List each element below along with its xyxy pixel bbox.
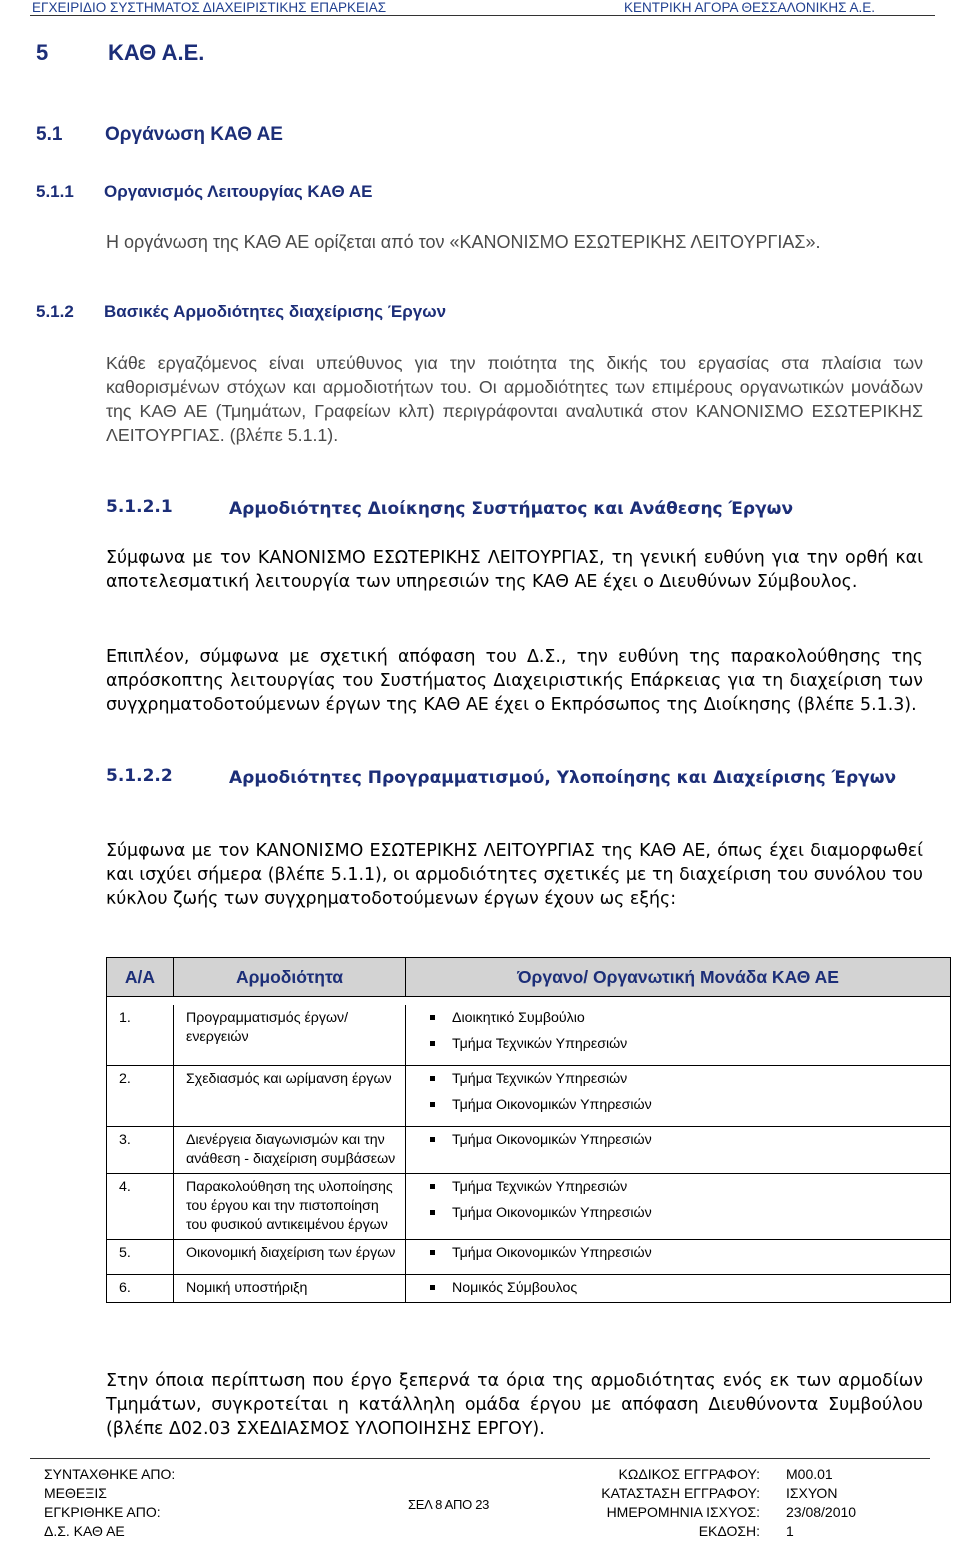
section-title: Οργανισμός Λειτουργίας ΚΑΘ ΑΕ xyxy=(104,182,373,201)
bullet-icon xyxy=(430,1250,435,1255)
footer-labels xyxy=(560,1465,760,1541)
section-5-1-2-1-paragraph-2: Επιπλέον, σύμφωνα με σχετική απόφαση του Δ.Σ., την ευθύνη της παρακολούθησης της απρόσκοπτης λειτουργίας του Συστήματος Διαχειριστικής Επάρκειας για τη διαχείριση των συγχρηματοδοτούμενων έργων της ΚΑΘ ΑΕ έχει ο Εκπρόσωπος της Διοίκησης (βλέπε 5.1.3). xyxy=(106,647,923,715)
row-number: 3. xyxy=(107,1126,174,1173)
row-units xyxy=(406,1274,951,1302)
composed-by-value: ΜΕΘΕΞΙΣ xyxy=(44,1485,107,1501)
row-number: 5. xyxy=(107,1239,174,1274)
bullet-icon xyxy=(430,1285,435,1290)
row-number: 4. xyxy=(107,1173,174,1239)
bullet-icon xyxy=(430,1041,435,1046)
section-title: Αρμοδιότητες Διοίκησης Συστήματος και Ανάθεσης Έργων xyxy=(229,499,794,519)
section-5-1-2-1-paragraph-1: Σύμφωνα με τον ΚΑΝΟΝΙΣΜΟ ΕΣΩΤΕΡΙΚΗΣ ΛΕΙΤΟΥΡΓΙΑΣ, τη γενική ευθύνη για την ορθή και αποτελεσματική λειτουργία των υπηρεσιών της ΚΑΘ ΑΕ έχει ο Διευθύνων Σύμβουλος. xyxy=(106,548,923,592)
composed-by-label: ΣΥΝΤΑΧΘΗΚΕ ΑΠΟ: xyxy=(44,1466,176,1482)
row-units xyxy=(406,1005,951,1066)
unit-item: Τμήμα Οικονομικών Υπηρεσιών xyxy=(418,1096,950,1122)
validity-date-label: ΗΜΕΡΟΜΗΝΙΑ ΙΣΧΥΟΣ: xyxy=(606,1504,760,1520)
section-5-1-heading xyxy=(36,124,283,146)
document-code-label: ΚΩΔΙΚΟΣ ΕΓΓΡΑΦΟΥ: xyxy=(618,1466,760,1482)
edition-value: 1 xyxy=(786,1523,794,1539)
unit-item: Τμήμα Τεχνικών Υπηρεσιών xyxy=(418,1178,950,1204)
section-5-1-1-body: Η οργάνωση της ΚΑΘ ΑΕ ορίζεται από τον «ΚΑΝΟΝΙΣΜΟ ΕΣΩΤΕΡΙΚΗΣ ΛΕΙΤΟΥΡΓΙΑΣ». xyxy=(106,232,821,252)
row-duty: Οικονομική διαχείριση των έργων xyxy=(174,1239,406,1274)
section-title: ΚΑΘ Α.Ε. xyxy=(108,40,205,65)
validity-date-value: 23/08/2010 xyxy=(786,1504,857,1520)
bullet-icon xyxy=(430,1076,435,1081)
bullet-icon xyxy=(430,1102,435,1107)
responsibilities-table xyxy=(106,957,951,1303)
table-row xyxy=(107,1274,951,1302)
header-duty: Αρμοδιότητα xyxy=(174,958,406,997)
unit-item: Τμήμα Τεχνικών Υπηρεσιών xyxy=(418,1035,950,1061)
unit-item: Τμήμα Τεχνικών Υπηρεσιών xyxy=(418,1070,950,1096)
row-duty: Διενέργεια διαγωνισμών και την ανάθεση - διαχείριση συμβάσεων xyxy=(174,1126,406,1173)
approved-by-value: Δ.Σ. ΚΑΘ ΑΕ xyxy=(44,1523,125,1539)
row-duty: Προγραμματισμός έργων/ ενεργειών xyxy=(174,1005,406,1066)
unit-item: Τμήμα Οικονομικών Υπηρεσιών xyxy=(418,1131,950,1157)
bullet-icon xyxy=(430,1015,435,1020)
row-units xyxy=(406,1239,951,1274)
unit-item: Διοικητικό Συμβούλιο xyxy=(418,1009,950,1035)
unit-item: Τμήμα Οικονομικών Υπηρεσιών xyxy=(418,1204,950,1230)
table-row xyxy=(107,1173,951,1239)
row-duty: Παρακολούθηση της υλοποίησης του έργου και την πιστοποίηση του φυσικού αντικειμένου έργων xyxy=(174,1173,406,1239)
section-title: Αρμοδιότητες Προγραμματισμού, Υλοποίησης και Διαχείρισης Έργων xyxy=(229,768,897,788)
section-5-1-2-2-paragraph: Σύμφωνα με τον ΚΑΝΟΝΙΣΜΟ ΕΣΩΤΕΡΙΚΗΣ ΛΕΙΤΟΥΡΓΙΑΣ της ΚΑΘ ΑΕ, όπως έχει διαμορφωθεί και ισχύει σήμερα (βλέπε 5.1.1), οι αρμοδιότητες σχετικές με τη διαχείριση του συνόλου του κύκλου ζωής των συγχρηματοδοτούμενων έργων έχουν ως εξής: xyxy=(106,841,923,909)
footer-values xyxy=(786,1465,856,1541)
section-title: Οργάνωση ΚΑΘ ΑΕ xyxy=(105,124,283,145)
row-units xyxy=(406,1126,951,1173)
document-status-value: ΙΣΧΥΟΝ xyxy=(786,1485,838,1501)
header-no: Α/Α xyxy=(107,958,174,997)
section-title: Βασικές Αρμοδιότητες διαχείρισης Έργων xyxy=(104,302,447,321)
section-5-1-2-1-heading xyxy=(106,497,931,521)
edition-label: ΕΚΔΟΣΗ: xyxy=(698,1523,760,1539)
bullet-icon xyxy=(430,1184,435,1189)
row-duty: Νομική υποστήριξη xyxy=(174,1274,406,1302)
section-number: 5.1.1 xyxy=(36,182,74,201)
row-number: 2. xyxy=(107,1065,174,1126)
section-number: 5.1.2.2 xyxy=(106,766,173,786)
table-row xyxy=(107,1005,951,1066)
row-units xyxy=(406,1173,951,1239)
footer-left xyxy=(44,1465,175,1541)
section-number: 5.1.2 xyxy=(36,302,74,321)
row-number: 1. xyxy=(107,1005,174,1066)
bullet-icon xyxy=(430,1137,435,1142)
unit-item: Τμήμα Οικονομικών Υπηρεσιών xyxy=(418,1244,950,1270)
document-code-value: Μ00.01 xyxy=(786,1466,833,1482)
header-unit: Όργανο/ Οργανωτική Μονάδα ΚΑΘ ΑΕ xyxy=(406,958,951,997)
header-left: ΕΓΧΕΙΡΙΔΙΟ ΣΥΣΤΗΜΑΤΟΣ ΔΙΑΧΕΙΡΙΣΤΙΚΗΣ ΕΠΑΡΚΕΙΑΣ xyxy=(32,0,387,15)
section-5-1-2-heading xyxy=(36,302,446,322)
document-status-label: ΚΑΤΑΣΤΑΣΗ ΕΓΓΡΑΦΟΥ: xyxy=(601,1485,760,1501)
header-right: ΚΕΝΤΡΙΚΗ ΑΓΟΡΑ ΘΕΣΣΑΛΟΝΙΚΗΣ Α.Ε. xyxy=(624,0,876,15)
section-number: 5.1.2.1 xyxy=(106,497,173,517)
section-5-1-1-heading xyxy=(36,182,372,202)
table-row xyxy=(107,1239,951,1274)
table-header-row xyxy=(107,958,951,997)
row-units xyxy=(406,1065,951,1126)
page-number: ΣΕΛ 8 ΑΠΟ 23 xyxy=(408,1497,490,1512)
section-5-1-2-2-heading xyxy=(106,766,931,814)
header-divider xyxy=(30,15,935,16)
table-row xyxy=(107,1126,951,1173)
unit-item: Νομικός Σύμβουλος xyxy=(418,1279,950,1298)
approved-by-label: ΕΓΚΡΙΘΗΚΕ ΑΠΟ: xyxy=(44,1504,161,1520)
section-5-heading xyxy=(36,40,204,66)
closing-paragraph: Στην όποια περίπτωση που έργο ξεπερνά τα όρια της αρμοδιότητας ενός εκ των αρμοδίων Τμημάτων, συγκροτείται η κατάλληλη ομάδα έργου με απόφαση Διευθύνοντα Συμβούλου (βλέπε Δ02.03 ΣΧΕΔΙΑΣΜΟΣ ΥΛΟΠΟΙΗΣΗΣ ΕΡΓΟΥ). xyxy=(106,1371,923,1439)
table-row xyxy=(107,1065,951,1126)
row-duty: Σχεδιασμός και ωρίμανση έργων xyxy=(174,1065,406,1126)
bullet-icon xyxy=(430,1210,435,1215)
section-5-1-2-body: Κάθε εργαζόμενος είναι υπεύθυνος για την ποιότητα της δικής του εργασίας στα πλαίσια των καθορισμένων στόχων και αρμοδιοτήτων του. Οι αρμοδιότητες των επιμέρους οργανωτικών μονάδων της ΚΑΘ ΑΕ (Τμημάτων, Γραφείων κλπ) περιγράφονται αναλυτικά στον ΚΑΝΟΝΙΣΜΟ ΕΣΩΤΕΡΙΚΗΣ ΛΕΙΤΟΥΡΓΙΑΣ. (βλέπε 5.1.1). xyxy=(106,353,923,445)
footer-divider xyxy=(30,1458,930,1459)
section-number: 5 xyxy=(36,40,49,65)
section-number: 5.1 xyxy=(36,124,63,145)
row-number: 6. xyxy=(107,1274,174,1302)
